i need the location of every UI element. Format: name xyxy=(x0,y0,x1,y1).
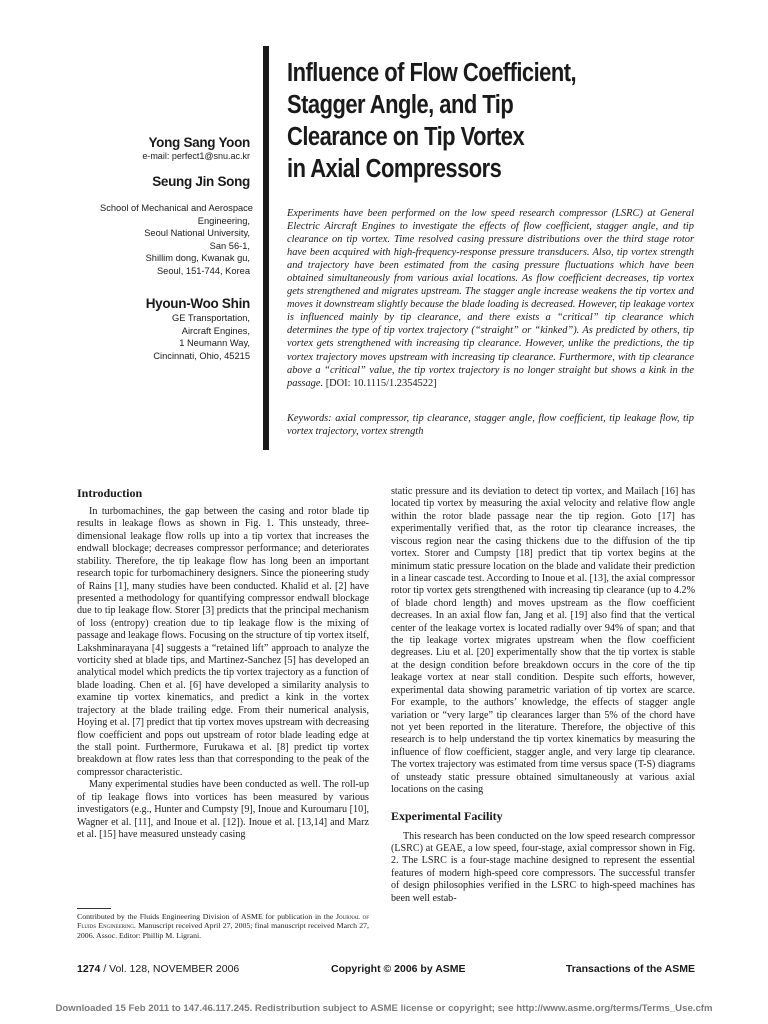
page-footer xyxy=(77,963,695,977)
affiliation xyxy=(100,312,250,362)
footer-journal: Transactions of the ASME xyxy=(565,963,695,975)
affiliation-line: Cincinnati, Ohio, 45215 xyxy=(153,350,250,361)
title-line: Clearance on Tip Vortex xyxy=(287,123,525,151)
paragraph: Many experimental studies have been conducted as well. The roll-up of tip leakage flows into vortices has been measured by various investigators (e.g., Hunter and Cumpsty [9], Inoue and Kuroumaru [10], Wagner et al. [11], and Inoue et al. [12]). Inoue et al. [13,14] and Marz et al. [15] have measured unsteady casing xyxy=(77,779,369,840)
section-heading: Introduction xyxy=(77,486,143,500)
footnote-journal: Journal of Fluids Engineering xyxy=(77,912,369,931)
title-line: Influence of Flow Coefficient, xyxy=(287,59,577,87)
download-notice: Downloaded 15 Feb 2011 to 147.46.117.245. Redistribution subject to ASME license or copyright; see http://www.asme.org/terms/Terms_Use.cfm xyxy=(55,1003,713,1014)
title-line: in Axial Compressors xyxy=(287,155,502,183)
affiliation-line: GE Transportation, xyxy=(171,313,250,323)
abstract-text: Experiments have been performed on the low speed research compressor (LSRC) at General Electric Aircraft Engines to investigate the effects of flow coefficient, stagger angle, and tip clearance on tip vortex. Time resolved casing pressure distributions over the third stage rotor have been acquired with high-frequency-response pressure transducers. Also, tip vortex strength and trajectory have been estimated from the casing pressure fluctuations which have been obtained simultaneously from various axial locations. As flow coefficient decreases, tip vortex gets strengthened and migrates upstream. The stagger angle increase weakens the tip vortex and moves it downstream slightly because the blade loading is decreased. However, tip leakage vortex is influenced mainly by tip clearance, and there exists a “critical” tip clearance which determines the type of tip vortex trajectory (“straight” or “kinked”). As predicted by others, tip vortex gets strengthened with increasing tip clearance. However, unlike the predictions, the tip vortex trajectory moves upstream with increasing tip clearance. Furthermore, with tip clearance above a “critical” value, the tip vortex trajectory is no longer straight but shows a kink in the passage. xyxy=(287,208,694,389)
author-name: Hyoun-Woo Shin xyxy=(145,296,250,311)
title-line: Stagger Angle, and Tip xyxy=(287,91,514,119)
footnote-text: Contributed by the Fluids Engineering Division of ASME for publication in the xyxy=(77,912,337,921)
author-block xyxy=(100,135,253,362)
footnote-rule xyxy=(77,908,111,909)
left-column xyxy=(77,486,369,841)
affiliation-line: Shillim dong, Kwanak gu, xyxy=(145,253,250,263)
footnote-text: . Manuscript received April 27, 2005; final manuscript received March 27, 2006. Assoc. Editor: Phillip M. Ligrani. xyxy=(77,921,369,940)
affiliation-line: Aircraft Engines, xyxy=(181,325,250,336)
footnote xyxy=(77,912,369,940)
author-email[interactable]: e-mail: perfect1@snu.ac.kr xyxy=(142,151,250,161)
article-title xyxy=(287,57,648,185)
page-number: 1274 xyxy=(77,963,101,975)
right-column xyxy=(391,486,695,905)
footer-page-info xyxy=(77,963,239,975)
affiliation-line: Seoul National University, xyxy=(144,228,250,238)
paragraph: This research has been conducted on the low speed research compressor (LSRC) at GEAE, a low speed, four-stage, axial compressor shown in Fig. 2. The LSRC is a four-stage machine designed to represent the essential features of modern high-speed core compressors. The successful transfer of design philosophies verified in the LSRC to high-speed machines has been well estab- xyxy=(391,830,695,904)
affiliation-line: School of Mechanical and Aerospace xyxy=(100,203,253,213)
affiliation xyxy=(100,202,253,277)
affiliation-line: Engineering, xyxy=(197,215,250,226)
affiliation-line: Seoul, 151-744, Korea xyxy=(156,265,250,276)
footer-volume: / Vol. 128, NOVEMBER 2006 xyxy=(103,963,240,975)
affiliation-line: San 56-1, xyxy=(209,240,250,251)
paragraph: In turbomachines, the gap between the casing and rotor blade tip results in leakage flows as shown in Fig. 1. This unsteady, three-dimensional leakage flow rolls up into a tip vortex that increases the endwall blockage; decreases compressor performance; and deteriorates stability. Therefore, the tip leakage flow has long been an important research topic for turbomachinery designers. Since the pioneering study of Rains [1], many studies have been conducted. Khalid et al. [2] have presented a methodology for quantifying compressor endwall blockage due to tip leakage flow. Storer [3] predicts that the principal mechanism of loss (entropy) creation due to tip leakage flow is the mixing of passage and leakage flows. Focusing on the structure of tip vortex itself, Lakshminarayana [4] suggests a “retained lift” approach to analyze the vorticity shed at blade tips, and Martinez-Sanchez [5] has developed an analytical model which predicts the tip vortex trajectory as a function of blade loading. Chen et al. [6] have developed a similarity analysis to examine tip vortex kinematics, and predict a kink in the vortex trajectory at the blade trailing edge. From their numerical analysis, Hoying et al. [7] predict that tip vortex moves upstream with decreasing flow coefficient and pops out upstream of rotor blade leading edge at the stall point. Furthermore, Furukawa et al. [8] predict tip vortex breakdown at flow rates less than that corresponding to the peak of the compressor characteristic. xyxy=(77,506,369,778)
abstract xyxy=(287,207,694,390)
title-rule xyxy=(263,46,269,450)
affiliation-line: 1 Neumann Way, xyxy=(179,338,250,348)
paragraph: static pressure and its deviation to detect tip vortex, and Mailach [16] has located tip vortex by measuring the axial velocity and relative flow angle within the rotor blade passage near the tip region. Goto [17] has experimentally verified that, as the rotor tip clearance increases, the viscous region near the casing thickens due to the diffusion of the tip vortex. Storer and Cumpsty [18] predict that tip vortex begins at the minimum static pressure location on the blade and validate their prediction in a linear cascade test. According to Inoue et al. [13], the axial compressor rotor tip vortex gets strengthened with increasing tip clearance (up to 4.2% of blade chord length) and moves upstream as the flow coefficient decreases. In an axial flow fan, Jang et al. [19] also find that the vertical center of the leakage vortex is located radially over 94% of span; and that the tip leakage vortex migrates upstream when the flow coefficient degreases. Liu et al. [20] experimentally show that the tip vortex is stable at the design condition before breakdown occurs in the core of the tip leakage vortex at near stall condition. Despite such efforts, however, experimental data showing parametric variation of tip vortex are scarce. For example, to the authors’ knowledge, the effects of stagger angle variation or “very large” tip clearances larger than 5% of the chord have not yet been reported in the literature. Therefore, the objective of this research is to help understand the tip vortex kinematics by measuring the influence of flow coefficient, stagger angle, and very large tip clearance. The vortex trajectory was estimated from time versus space (T-S) diagrams of unsteady static pressure obtained simultaneously at various axial locations on the casing xyxy=(391,486,695,796)
author-name: Yong Sang Yoon xyxy=(148,135,250,150)
footer-copyright: Copyright © 2006 by ASME xyxy=(331,963,466,975)
keywords: Keywords: axial compressor, tip clearance, stagger angle, flow coefficient, tip leakage flow, tip vortex trajectory, vortex strength xyxy=(287,413,694,438)
author-name: Seung Jin Song xyxy=(152,174,250,189)
section-heading: Experimental Facility xyxy=(391,808,503,823)
doi[interactable]: [DOI: 10.1115/1.2354522] xyxy=(325,377,437,389)
